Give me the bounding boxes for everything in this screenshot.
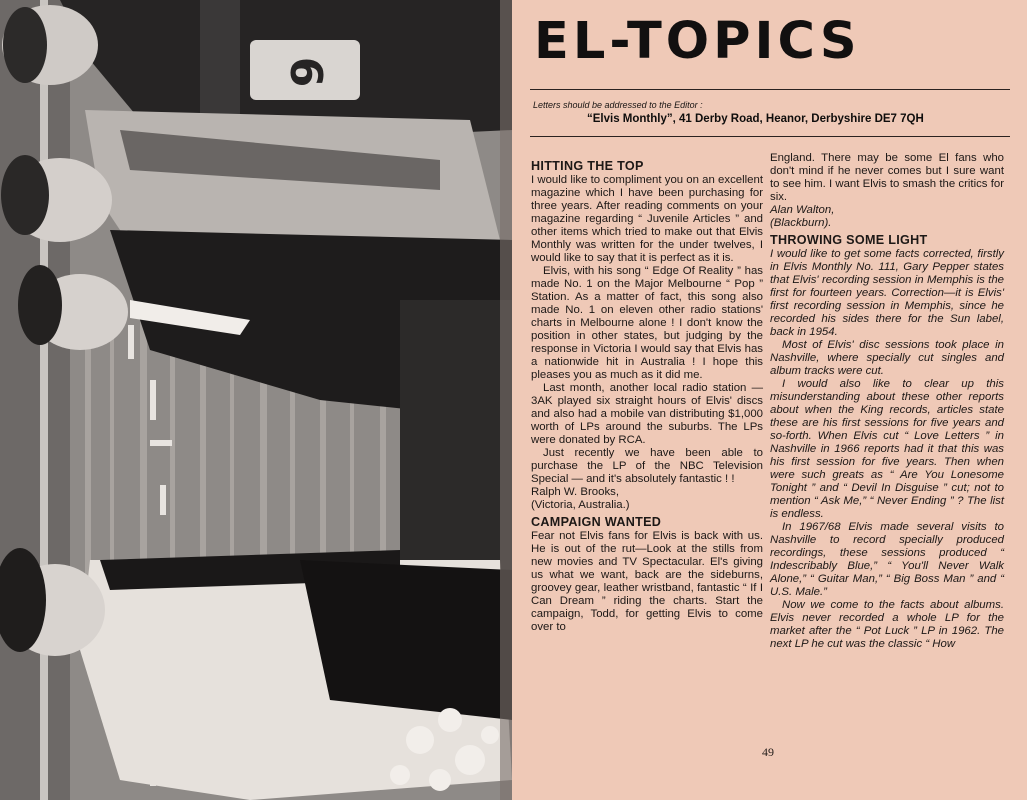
letter-paragraph: Fear not Elvis fans for Elvis is back with us. He is out of the rut—Look at the stills from new movies and TV Spectacular. El's giving us what we want, back are the sideburns, groovey gear, leather wristband, fantastic “ If I Can Dream ” riding the charts. Start the campaign, Todd, for getting Elvis to come over to — [531, 530, 763, 633]
masthead-title: EL-TOPICS — [534, 12, 861, 71]
letter-paragraph: In 1967/68 Elvis made several visits to Nashville to record specially produced recordings, these sessions produced “ Indescribably Blue,” “ You'll Never Walk Alone,” “ Guitar Man,” “ Big Boss Man ” and “ U.S. Male.” — [770, 521, 1004, 598]
letter-signature: Ralph W. Brooks, — [531, 486, 619, 498]
photo-panel — [0, 0, 512, 800]
jersey-number: 6 — [280, 56, 331, 88]
left-column — [531, 160, 763, 634]
letter-paragraph: Elvis, with his song “ Edge Of Reality ” has made No. 1 on the Major Melbourne “ Pop ” Station. As a matter of fact, this song also made No. 1 on eleven other radio stations' charts in Melbourne alone ! I don't know the position in other states, but judging by the response in Victoria I would say that Elvis has a nationwide hit in Australia ! I hope this pleases you as much as it did me. — [531, 265, 763, 381]
letter-paragraph: Most of Elvis' disc sessions took place in Nashville, where specially cut singles and album tracks were cut. — [770, 339, 1004, 377]
letter-paragraph: I would also like to clear up this misunderstanding about these other reports about when the King records, articles state these are his first sessions for five years and so-forth. When Elvis cut “ Love Letters ” in Nashville in 1966 reports had it that this was his first session for five years. Then when were such greats as “ Are You Lonesome Tonight ” and “ Devil In Disguise ” cut; not to mention “ Ask Me,” “ Never Ending ” ? The list is endless. — [770, 378, 1004, 520]
address-label: Letters should be addressed to the Editor : — [533, 100, 703, 110]
masthead-rule — [530, 89, 1010, 90]
letter-paragraph: Last month, another local radio station — 3AK played six straight hours of Elvis' discs and also had a mobile van distributing $1,000 worth of LPs around the suburbs. The LPs were donated by RCA. — [531, 382, 763, 446]
letter-paragraph: I would like to get some facts corrected, firstly in Elvis Monthly No. 111, Gary Pepper states that Elvis' recording session in Memphis is the first for fourteen years. Correction—it is Elvis' first recording session in Memphis, since he recorded his sides there for the Sun label, back in 1954. — [770, 248, 1004, 338]
letter-paragraph: Now we come to the facts about albums. Elvis never recorded a whole LP for the market after the “ Pot Luck ” LP in 1962. The next LP he cut was the classic “ How — [770, 599, 1004, 650]
letter-heading: HITTING THE TOP — [531, 159, 644, 173]
letters-page — [512, 0, 1027, 800]
letter-signature: (Blackburn). — [770, 217, 832, 229]
letter-paragraph: Just recently we have been able to purchase the LP of the NBC Television Special — and it's absolutely fantastic ! ! — [531, 447, 763, 485]
letter-paragraph: I would like to compliment you on an excellent magazine which I have been purchasing for three years. After reading comments on your magazine regarding “ Juvenile Articles ” and other items which tried to make out that Elvis Monthly was written for the under twelves, I would like to say that it is perfect as it is. — [531, 174, 763, 264]
address-rule — [530, 136, 1010, 137]
letter-heading: CAMPAIGN WANTED — [531, 515, 662, 529]
editor-address: “Elvis Monthly”, 41 Derby Road, Heanor, Derbyshire DE7 7QH — [587, 113, 924, 125]
band-photo — [0, 0, 512, 800]
letter-signature: Alan Walton, — [770, 204, 835, 216]
page-number: 49 — [762, 745, 774, 759]
right-column — [770, 152, 1004, 651]
letter-heading: THROWING SOME LIGHT — [770, 233, 928, 247]
letter-signature: (Victoria, Australia.) — [531, 499, 630, 511]
letter-paragraph: England. There may be some El fans who don't mind if he never comes but I sure want to see him. I want Elvis to smash the critics for six. — [770, 152, 1004, 203]
